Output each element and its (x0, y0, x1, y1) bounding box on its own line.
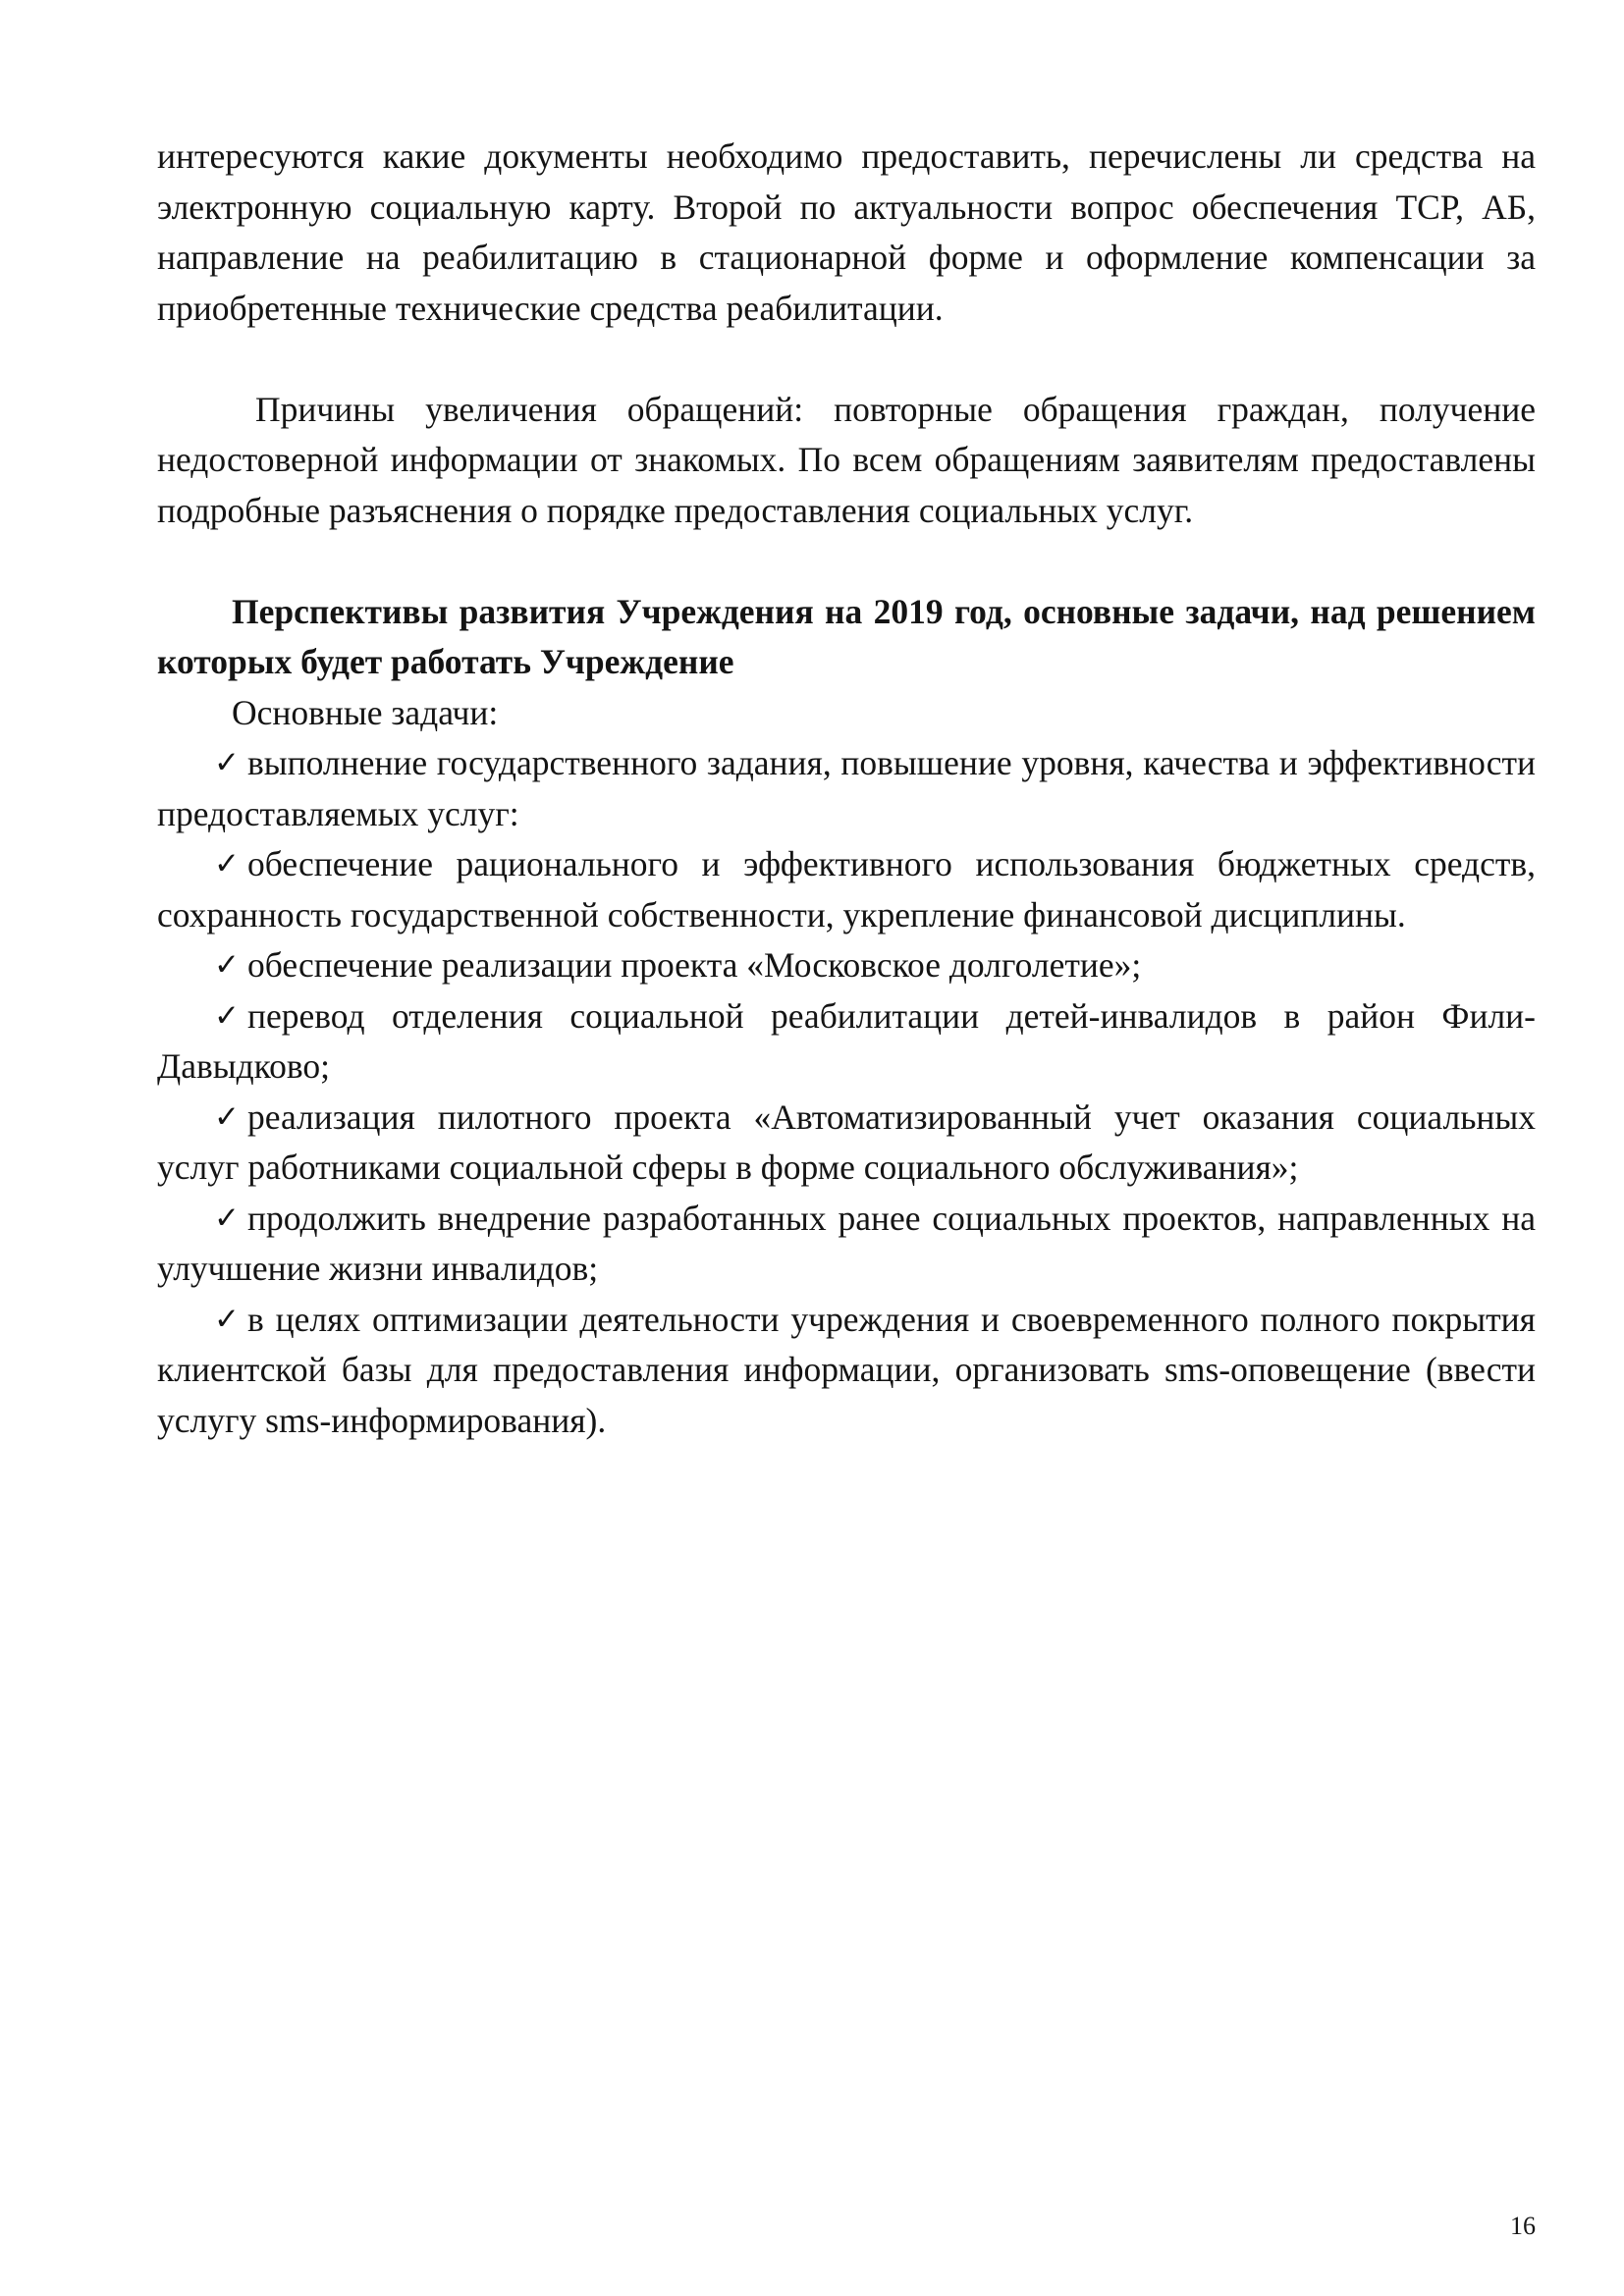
check-mark-icon: ✓ (214, 1200, 240, 1236)
task-text: выполнение государственного задания, повышение уровня, качества и эффективности предоставляемых услуг: (157, 743, 1536, 833)
paragraph-spacer (157, 536, 1536, 587)
tasks-subheading: Основные задачи: (232, 692, 499, 732)
task-text: обеспечение реализации проекта «Московское долголетие»; (247, 945, 1142, 985)
paragraph-requests-topics: интересуются какие документы необходимо предоставить, перечислены ли средства на электронную социальную карту. Второй по актуальности вопрос обеспечения ТСР, АБ, направление на реабилитацию в стационарной форме и оформление компенсации за приобретенные технические средства реабилитации. (157, 136, 1536, 328)
paragraph-request-reasons: Причины увеличения обращений: повторные обращения граждан, получение недостоверной информации от знакомых. По всем обращениям заявителям предоставлены подробные разъяснения о порядке предоставления социальных услуг. (157, 389, 1536, 530)
check-mark-icon: ✓ (214, 1098, 240, 1135)
check-mark-icon: ✓ (214, 947, 240, 983)
check-mark-icon: ✓ (214, 1301, 240, 1337)
task-text: продолжить внедрение разработанных ранее социальных проектов, направленных на улучшение жизни инвалидов; (157, 1198, 1536, 1288)
task-item (157, 940, 1536, 991)
task-text: обеспечение рационального и эффективного использования бюджетных средств, сохранность государственной собственности, укрепление финансовой дисциплины. (157, 844, 1536, 934)
task-item (157, 1194, 1536, 1295)
page-number: 16 (1510, 2212, 1536, 2240)
paragraph-spacer (157, 334, 1536, 385)
task-item (157, 738, 1536, 839)
task-item (157, 1093, 1536, 1194)
task-text: реализация пилотного проекта «Автоматизированный учет оказания социальных услуг работниками социальной сферы в форме социального обслуживания»; (157, 1096, 1536, 1187)
task-text: в целях оптимизации деятельности учреждения и своевременного полного покрытия клиентской базы для предоставления информации, организовать sms-оповещение (ввести услугу sms-информирования). (157, 1299, 1536, 1440)
page-content (157, 132, 1536, 1446)
task-item (157, 991, 1536, 1093)
task-text: перевод отделения социальной реабилитации детей-инвалидов в район Фили-Давыдково; (157, 995, 1536, 1086)
check-mark-icon: ✓ (214, 997, 240, 1034)
task-item (157, 839, 1536, 940)
check-mark-icon: ✓ (214, 846, 240, 881)
check-mark-icon: ✓ (214, 745, 240, 780)
section-heading: Перспективы развития Учреждения на 2019 год, основные задачи, над решением которых будет работать Учреждение (157, 591, 1536, 681)
task-item (157, 1295, 1536, 1447)
